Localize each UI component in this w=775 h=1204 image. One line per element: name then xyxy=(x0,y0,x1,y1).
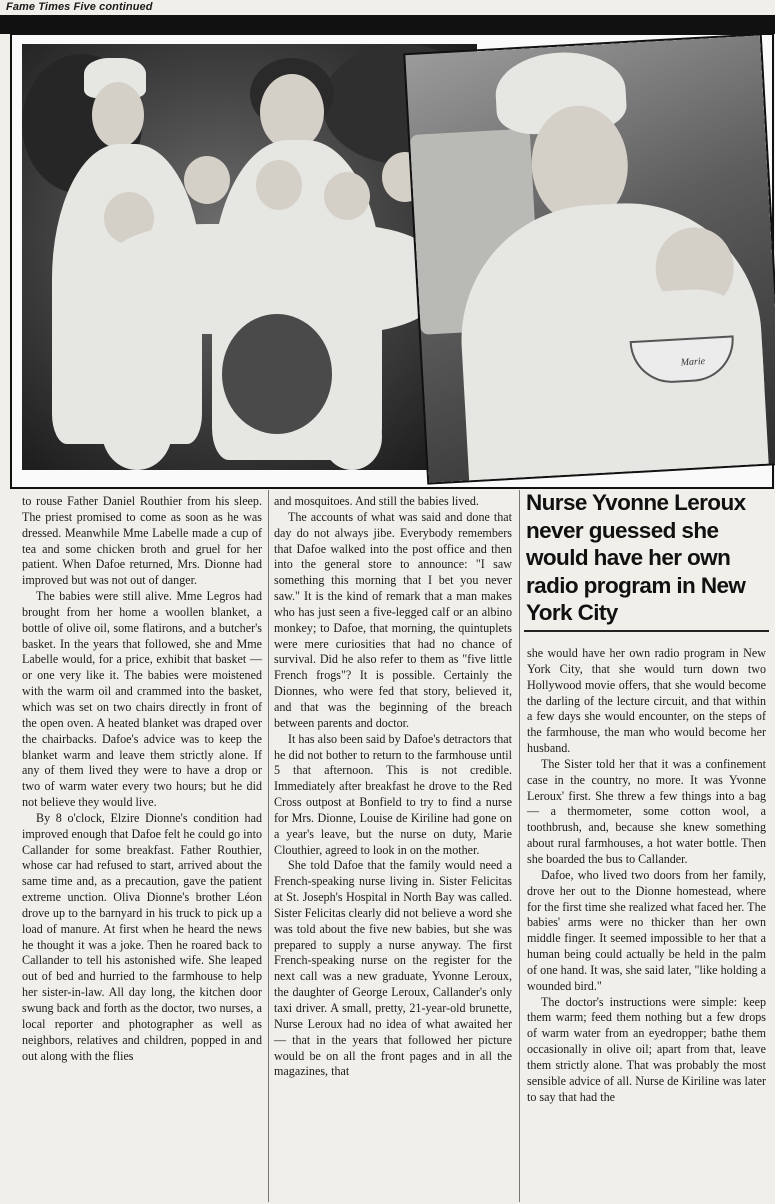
paragraph: By 8 o'clock, Elzire Dionne's condition had improved enough that Dafoe felt he could go into Callander for some breakfast. Father Routhier, whose car had refused to start, arrived about the same time and, as a precaution, gave the patient extreme unction. Oliva Dionne's brother Léon drove up to the barnyard in his truck to pick up a load of manure. At first when he heard the news he thought it was a joke. Then he roared back to Callander to tell his astonished wife. She leaped out of bed and hurried to the farmhouse to help her sister-in-law. All day long, the kitchen door swung back and forth as the doctor, two nurses, a local reporter and photographer as well as neighbors, relatives and children, popped in and out along with the flies xyxy=(22,810,262,1063)
paragraph: Dafoe, who lived two doors from her family, drove her out to the Dionne homestead, where for the first time she realized what faced her. The babies' arms were no thicker than her own middle finger. It seemed impossible to her that a human being could actually be held in the palm of one hand. It was, she said later, "like holding a wounded bird." xyxy=(527,867,766,993)
nurse-face-center xyxy=(260,74,324,150)
paragraph: and mosquitoes. And still the babies lived. xyxy=(274,494,479,508)
paragraph: The doctor's instructions were simple: keep them warm; feed them nothing but a few drops of warm water from an eyedropper; bathe them occasionally in olive oil; apart from that, leave them strictly alone. That was probably the most sensible advice of all. Nurse de Kiriline was later to say that had the xyxy=(527,994,766,1104)
sidebar-headline: Nurse Yvonne Leroux never guessed she would have her own radio program in New York City xyxy=(526,490,746,625)
baby-2 xyxy=(184,156,230,204)
paragraph: The babies were still alive. Mme Legros had brought from her home a woollen blanket, a bottle of olive oil, some flatirons, and a butcher's basket. In the years that followed, she and Mme Labelle would, for a price, exhibit that basket — or one very like it. The babies were moistened with the warm oil and crammed into the basket, which was set on two chairs directly in front of the open oven. A heated blanket was draped over the chairbacks. Dafoe's advice was to keep the blanket warm and leave them strictly alone. If any of them lived they were to have a drop or two of warm water every two hours; but he did not believe they would live. xyxy=(22,589,262,810)
article-column-1 xyxy=(22,494,262,1064)
column-rule-2 xyxy=(519,490,520,1202)
doll-center xyxy=(322,404,382,470)
paragraph: She told Dafoe that the family would need a French-speaking nurse living in. Sister Felicitas at St. Joseph's Hospital in North Bay was called. Sister Felicitas clearly did not believe a word she was told about the five new babies, but she was prepared to supply a nurse anyway. The first French-speaking nurse on the register for the next call was a new graduate, Yvonne Leroux, the daughter of George Leroux, Callander's only taxi driver. A small, pretty, 21-year-old brunette, Nurse Leroux had no idea of what awaited her — that in the years that followed her picture would be on all the front pages and in all the magazines, that xyxy=(274,858,512,1079)
paragraph: It has also been said by Dafoe's detractors that he did not bother to return to the farmhouse until 5 that afternoon. This is not credible. Immediately after breakfast he drove to the Red Cross outpost at Bonfield to try to find a nurse for Mrs. Dionne, Louise de Kiriline had gone on a year's leave, but the nurse on duty, Marie Clouthier, agreed to look in on the mother. xyxy=(274,731,512,857)
header-bar xyxy=(0,15,775,34)
paragraph: she would have her own radio program in New York City, that she would turn down two Hollywood movie offers, that she would become the darling of the lecture circuit, and that within a few days she would encounter, on the steps of the farmhouse, the man who would become her husband. xyxy=(527,646,766,756)
paragraph: The accounts of what was said and done that day do not always jibe. Everybody remembers that Dafoe walked into the post office and then into the general store to announce: "I saw something this morning that I bet you never saw." It is the kind of remark that a man makes who has just seen a five-legged calf or an albino monkey; to Dafoe, that morning, the quintuplets were mere curiosities that had no chance of survival. Did he also refer to them as "five little French frogs"? It is possible. Certainly the Dionnes, who were fed that story, believed it, and that was the beginning of the breach between parents and doctor. xyxy=(274,509,512,730)
paragraph: to rouse Father Daniel Routhier from his sleep. The priest promised to come as soon as he was dressed. Meanwhile Mme Labelle made a cup of tea and some chicken broth and gruel for her patient. When Dafoe returned, Mrs. Dionne had improved but was not out of danger. xyxy=(22,494,262,588)
column-rule-1 xyxy=(268,490,269,1202)
baby-3 xyxy=(256,160,302,210)
nurse-face-left xyxy=(92,82,144,148)
headline-rule xyxy=(524,630,769,632)
baby-4 xyxy=(324,172,370,220)
doll-left xyxy=(102,394,172,470)
article-column-3 xyxy=(527,646,766,1105)
article-column-2 xyxy=(274,494,512,1080)
bowl-lettering: Marie xyxy=(680,355,706,369)
photo-nurse-feeding-baby xyxy=(405,35,775,482)
paragraph: The Sister told her that it was a confinement case in the country, no more. It was Yvonne Leroux' first. She threw a few things into a bag — a thermometer, some cotton wool, a toothbrush, and, because she knew something about rural farmhouses, a hot water bottle. Then she boarded the bus to Callander. xyxy=(527,756,766,866)
stuffed-toy xyxy=(222,314,332,434)
running-head: Fame Times Five continued xyxy=(6,1,153,13)
